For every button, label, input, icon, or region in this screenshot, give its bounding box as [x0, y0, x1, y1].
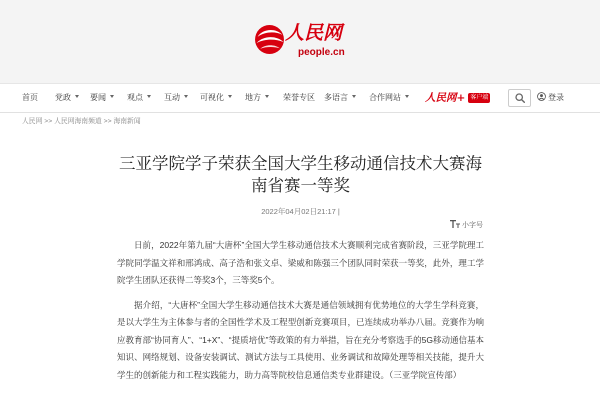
breadcrumb-separator: >> — [103, 118, 112, 125]
publish-datetime: 2022年04月02日21:17 — [261, 207, 336, 216]
people-daily-swirl-icon — [254, 24, 285, 55]
nav-item-visualization[interactable] — [200, 84, 232, 112]
site-logo[interactable] — [254, 20, 350, 62]
main-nav — [0, 83, 600, 113]
nav-item-party-government[interactable] — [55, 84, 79, 112]
chevron-down-icon — [147, 95, 151, 98]
app-name: 人民网+ — [425, 92, 466, 104]
breadcrumb-link-hainan-news[interactable]: 海南新闻 — [113, 118, 141, 125]
breadcrumb-link-home[interactable]: 人民网 — [22, 118, 43, 125]
chevron-down-icon — [228, 95, 232, 98]
nav-item-opinion[interactable] — [127, 84, 151, 112]
article-title: 三亚学院学子荣获全国大学生移动通信技术大赛海南省赛一等奖 — [119, 155, 482, 195]
chevron-down-icon — [265, 95, 269, 98]
nav-item-label: 荣誉专区 — [283, 93, 315, 102]
article-paragraph: 日前，2022年第九届“大唐杯”全国大学生移动通信技术大赛顺利完成省赛阶段，三亚学院理工学院同学温文祥和邢鸿成、高子浩和张文卓、梁威和陈强三个团队同时荣获一等奖，此外，理工学院学生团队还获得二等奖3个，三等奖5个。 — [117, 240, 484, 285]
nav-item-interaction[interactable] — [164, 84, 188, 112]
nav-item-local[interactable] — [245, 84, 269, 112]
chevron-down-icon — [184, 95, 188, 98]
font-size-toggle-label: 小字号 — [462, 222, 483, 229]
nav-item-label: 地方 — [245, 93, 261, 102]
nav-item-home[interactable] — [22, 84, 38, 112]
search-icon — [515, 93, 525, 103]
nav-item-label: 互动 — [164, 93, 180, 102]
chevron-down-icon — [352, 95, 356, 98]
nav-item-label: 观点 — [127, 93, 143, 102]
nav-item-partner-sites[interactable] — [369, 84, 409, 112]
article-meta — [117, 206, 484, 218]
nav-item-label: 党政 — [55, 93, 71, 102]
login-label: 登录 — [548, 93, 564, 102]
app-badge: 客户端 — [470, 95, 489, 101]
nav-item-label: 多语言 — [324, 93, 348, 102]
chevron-down-icon — [110, 95, 114, 98]
breadcrumb — [22, 117, 141, 127]
nav-item-headlines[interactable] — [90, 84, 114, 112]
login-button[interactable] — [537, 84, 564, 112]
chevron-down-icon — [75, 95, 79, 98]
breadcrumb-separator: >> — [44, 118, 53, 125]
logo-name-cn: 人民网 — [285, 22, 343, 44]
nav-item-label: 可视化 — [200, 93, 224, 102]
logo-domain: people.cn — [298, 47, 345, 58]
nav-item-label: 合作网站 — [369, 93, 401, 102]
nav-item-label: 要闻 — [90, 93, 106, 102]
site-header — [0, 0, 600, 83]
breadcrumb-link-hainan-channel[interactable]: 人民网海南频道 — [54, 118, 102, 125]
search-button[interactable] — [508, 89, 531, 107]
font-size-toggle[interactable] — [450, 220, 483, 232]
nav-item-label: 首页 — [22, 93, 38, 102]
article-body — [117, 237, 484, 400]
app-download-link[interactable] — [425, 84, 490, 112]
chevron-down-icon — [405, 95, 409, 98]
font-size-icon — [450, 220, 460, 228]
user-icon — [537, 92, 546, 101]
nav-item-languages[interactable] — [324, 84, 356, 112]
meta-separator: | — [337, 207, 340, 216]
article-paragraph: 据介绍，“大唐杯”全国大学生移动通信技术大赛是通信领域拥有优势地位的大学生学科竞赛，是以大学生为主体参与者的全国性学术及工程型创新竞赛项目，已连续成功举办八届。竞赛作为响应教育部“协同育人”、“1+X”、“提质培优”等政策的有力举措，旨在充分考察选手的5G移动通信基本知识、网络规划、设备安装调试、测试方法与工具使用、业务调试和故障处理等相关技能，提升大学生的创新能力和工程实践能力，助力高等院校信息通信类专业群建设。（三亚学院宣传部） — [117, 299, 484, 380]
nav-item-honors[interactable] — [283, 84, 315, 112]
